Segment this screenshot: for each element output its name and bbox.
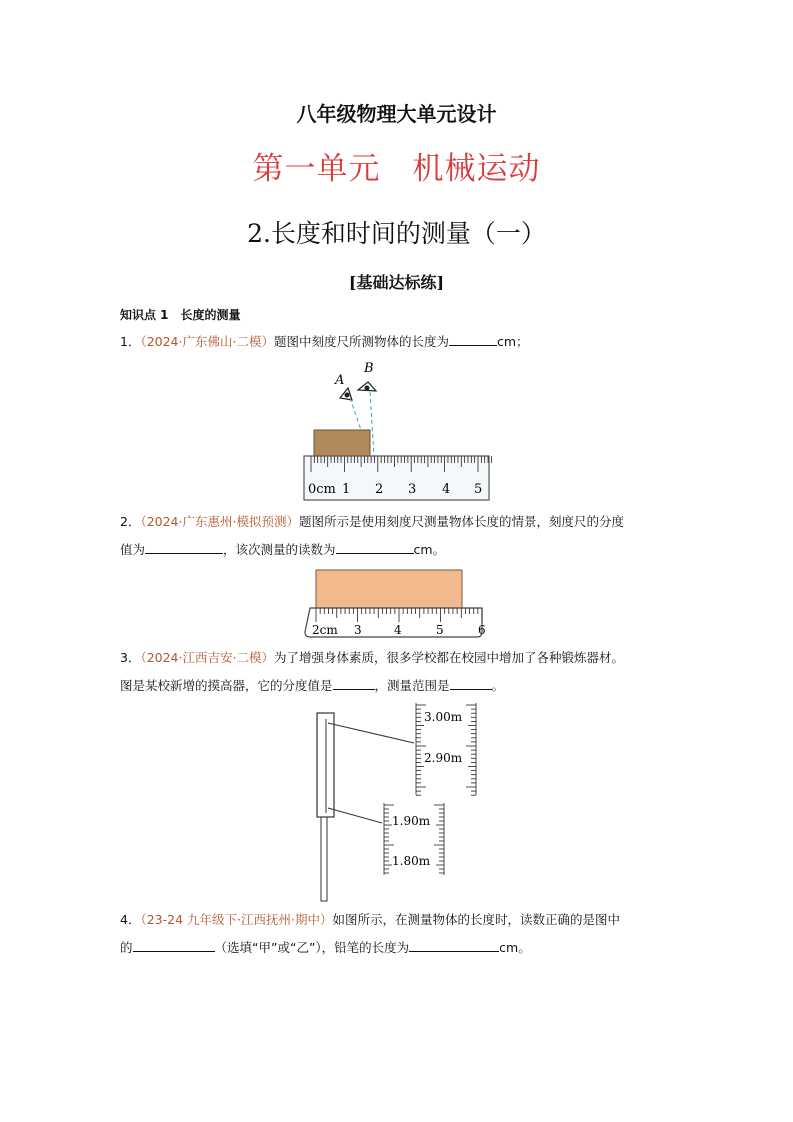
question-text: 题图所示是使用刻度尺测量物体长度的情景，刻度尺的分度 bbox=[298, 514, 624, 529]
eye-a-label: A bbox=[335, 373, 345, 388]
upper-label-0: 3.00m bbox=[424, 710, 463, 724]
question-unit: cm； bbox=[496, 334, 529, 349]
ruler-label-5: 5 bbox=[474, 482, 483, 497]
ruler-label-0: 0cm bbox=[308, 482, 336, 497]
lesson-title: 2.长度和时间的测量（一） bbox=[247, 219, 546, 248]
question-unit: 。 bbox=[491, 678, 505, 693]
ruler-label-4: 6 bbox=[478, 623, 486, 637]
question-text: ，测量范围是 bbox=[374, 678, 450, 693]
answer-blank[interactable] bbox=[333, 675, 375, 690]
question-number: 4． bbox=[120, 912, 141, 927]
knowledge-point-heading: 知识点 1 长度的测量 bbox=[120, 308, 241, 322]
upper-leader-line bbox=[328, 723, 414, 743]
ruler-label-3: 3 bbox=[408, 482, 417, 497]
question-3 bbox=[120, 644, 680, 700]
question-unit: cm。 bbox=[499, 940, 531, 955]
ruler-label-0: 2cm bbox=[312, 623, 338, 637]
ruler-label-2: 4 bbox=[394, 623, 402, 637]
measured-object bbox=[314, 430, 370, 456]
question-text: 图是某校新增的摸高器，它的分度值是 bbox=[120, 678, 333, 693]
question-unit: cm。 bbox=[413, 542, 446, 557]
question-number: 1． bbox=[120, 334, 141, 349]
eye-b-label: B bbox=[364, 361, 374, 376]
upper-label-1: 2.90m bbox=[424, 751, 463, 765]
question-text: ，该次测量的读数为 bbox=[223, 542, 336, 557]
ruler-label-3: 5 bbox=[436, 623, 444, 637]
question-source: （2024·江西吉安·二模） bbox=[140, 650, 274, 665]
unit-title: 第一单元 机械运动 bbox=[252, 151, 541, 187]
question-4 bbox=[120, 906, 680, 962]
answer-blank[interactable] bbox=[133, 937, 215, 952]
lower-label-1: 1.80m bbox=[392, 854, 431, 868]
ruler-label-4: 4 bbox=[442, 482, 451, 497]
measured-object bbox=[316, 570, 462, 608]
answer-blank[interactable] bbox=[409, 937, 499, 952]
figure-height-gauge bbox=[310, 703, 485, 903]
question-text: 值为 bbox=[120, 542, 146, 557]
question-text: 为了增强身体素质，很多学校都在校园中增加了各种锻炼器材。 bbox=[273, 650, 624, 665]
section-title: [基础达标练] bbox=[348, 273, 445, 292]
question-text: 如图所示，在测量物体的长度时，读数正确的是图中 bbox=[332, 912, 620, 927]
question-source: （2024·广东佛山·二模） bbox=[140, 334, 274, 349]
answer-blank[interactable] bbox=[450, 675, 492, 690]
question-source: （2024·广东惠州·模拟预测） bbox=[140, 514, 299, 529]
answer-blank[interactable] bbox=[449, 331, 497, 346]
sight-line-b bbox=[370, 392, 374, 456]
ruler-label-1: 1 bbox=[342, 482, 351, 497]
ruler-label-2: 2 bbox=[375, 482, 384, 497]
question-text: 的 bbox=[120, 940, 133, 955]
question-number: 2． bbox=[120, 514, 141, 529]
question-text: 题图中刻度尺所测物体的长度为 bbox=[273, 334, 449, 349]
question-2 bbox=[120, 508, 680, 564]
question-number: 3． bbox=[120, 650, 141, 665]
figure-ruler-2 bbox=[302, 566, 492, 642]
lower-leader-line bbox=[328, 808, 382, 823]
question-source: （23-24 九年级下·江西抚州·期中） bbox=[140, 912, 333, 927]
ruler-label-1: 3 bbox=[354, 623, 362, 637]
answer-blank[interactable] bbox=[145, 539, 223, 554]
eye-b-icon bbox=[358, 382, 376, 391]
answer-blank[interactable] bbox=[336, 539, 414, 554]
figure-ruler-1 bbox=[300, 360, 495, 505]
question-text: （选填“甲”或“乙”），铅笔的长度为 bbox=[214, 940, 410, 955]
lower-label-0: 1.90m bbox=[392, 814, 431, 828]
document-title: 八年级物理大单元设计 bbox=[296, 102, 497, 126]
question-1 bbox=[120, 328, 680, 356]
